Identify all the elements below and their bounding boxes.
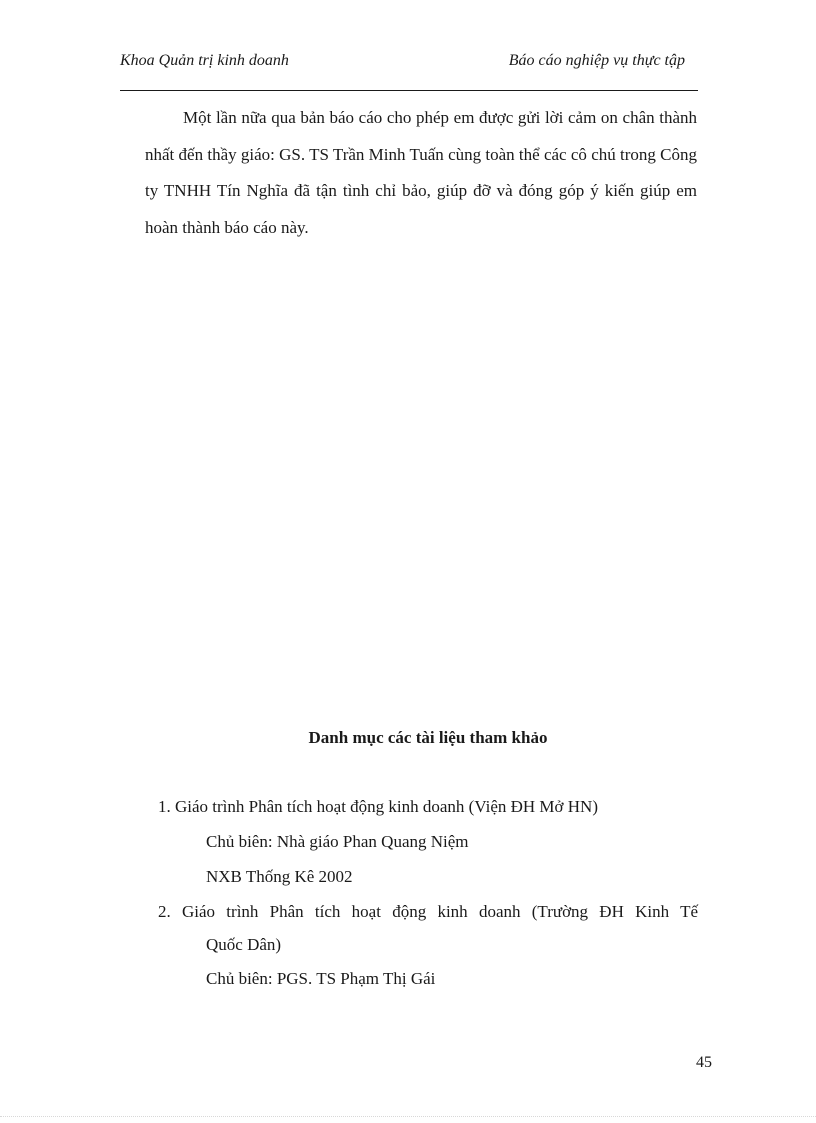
reference-2-title: 2. Giáo trình Phân tích hoạt động kinh doanh (Trường ĐH Kinh Tế (158, 902, 698, 921)
reference-1-publisher: NXB Thống Kê 2002 (206, 867, 353, 886)
footer-divider (0, 1116, 816, 1117)
reference-2-editor: Chủ biên: PGS. TS Phạm Thị Gái (206, 969, 436, 988)
header-divider (120, 90, 698, 91)
acknowledgement-paragraph: Một lần nữa qua bản báo cáo cho phép em được gửi lời cảm on chân thành nhất đến thầy giáo: GS. TS Trần Minh Tuấn cùng toàn thể các cô chú trong Công ty TNHH Tín Nghĩa đã tận tình chỉ bảo, giúp đỡ và đóng góp ý kiến giúp em hoàn thành báo cáo này. (145, 108, 697, 237)
header-report-title: Báo cáo nghiệp vụ thực tập (508, 52, 685, 69)
reference-1-title: 1. Giáo trình Phân tích hoạt động kinh doanh (Viện ĐH Mở HN) (158, 797, 598, 816)
page-header (120, 50, 698, 80)
page-number: 45 (696, 1054, 712, 1071)
reference-1-editor: Chủ biên: Nhà giáo Phan Quang Niệm (206, 832, 469, 851)
header-faculty: Khoa Quản trị kinh doanh (120, 52, 289, 69)
reference-2-title-continued: Quốc Dân) (206, 935, 282, 954)
references-title: Danh mục các tài liệu tham khảo (308, 728, 548, 747)
